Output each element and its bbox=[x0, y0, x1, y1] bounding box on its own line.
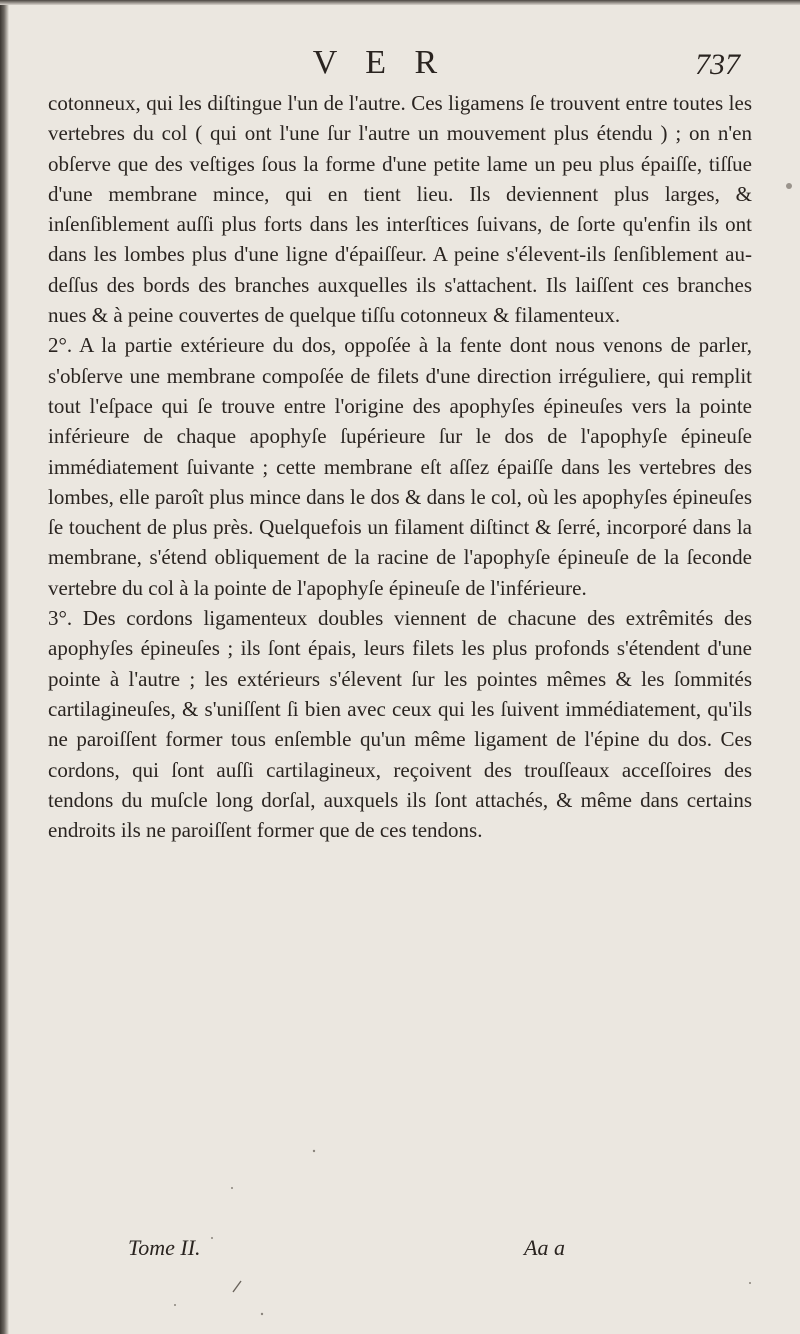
top-edge-shadow bbox=[0, 0, 800, 5]
running-head-title: V E R bbox=[312, 44, 448, 81]
paragraph-2: 2°. A la partie extérieure du dos, oppoſée à la fente dont nous venons de parler, s'obſerve une membrane compoſée de filets d'une direction irréguliere, qui remplit tout l'eſpace qui ſe trouve entre l'origine des apophyſes épineuſes vers la pointe inférieure de chaque apophyſe ſupérieure ſur le dos de l'apophyſe épineuſe immédiatement ſuivante ; cette membrane eſt aſſez épaiſſe dans les vertebres des lombes, elle paroît plus mince dans le dos & dans le col, où les apophyſes épineuſes ſe touchent de plus près. Quelquefois un filament diſtinct & ſerré, incorporé dans la membrane, s'étend obliquement de la racine de l'apophyſe épineuſe de la ſeconde vertebre du col à la pointe de l'apophyſe épineuſe de l'inférieure. bbox=[48, 333, 752, 600]
volume-label: Tome II. bbox=[128, 1235, 201, 1260]
paragraph-3: 3°. Des cordons ligamenteux doubles viennent de chacune des extrêmités des apophyſes épineuſes ; ils ſont épais, leurs filets les plus profonds s'étendent d'une pointe à l'autre ; les extérieurs s'élevent ſur les pointes mêmes & les ſommités cartilagineuſes, & s'uniſſent ſi bien avec ceux qui les ſuivent immédiatement, qu'ils ne paroiſſent former tous enſemble qu'un même ligament de l'épine du dos. Ces cordons, qui ſont auſſi cartilagineux, reçoivent des trouſſeaux acceſſoires des tendons du muſcle long dorſal, auxquels ils ſont attachés, & même dans certains endroits ils ne paroiſſent former que de ces tendons. bbox=[48, 606, 752, 843]
binding-edge bbox=[0, 0, 9, 1334]
body-text bbox=[48, 88, 752, 845]
paragraph-continuation: cotonneux, qui les diſtingue l'un de l'autre. Ces ligamens ſe trouvent entre toutes les vertebres du col ( qui ont l'une ſur l'autre un mouvement plus étendu ) ; on n'en obſerve que des veſtiges ſous la forme d'une petite lame un peu plus épaiſſe, tiſſue d'une membrane mince, qui en tient lieu. Ils deviennent plus larges, & inſenſiblement auſſi plus forts dans les interſtices ſuivans, de ſorte qu'enfin ils ont dans les lombes plus d'une ligne d'épaiſſeur. A peine s'élevent-ils ſenſiblement au-deſſus des bords des branches auxquelles ils s'attachent. Ils laiſſent ces branches nues & à peine couvertes de quelque tiſſu cotonneux & filamenteux. bbox=[48, 91, 752, 328]
page-footer bbox=[0, 1235, 800, 1275]
signature-mark: Aa a bbox=[524, 1235, 565, 1260]
running-head bbox=[0, 44, 800, 94]
page-number: 737 bbox=[695, 48, 740, 81]
